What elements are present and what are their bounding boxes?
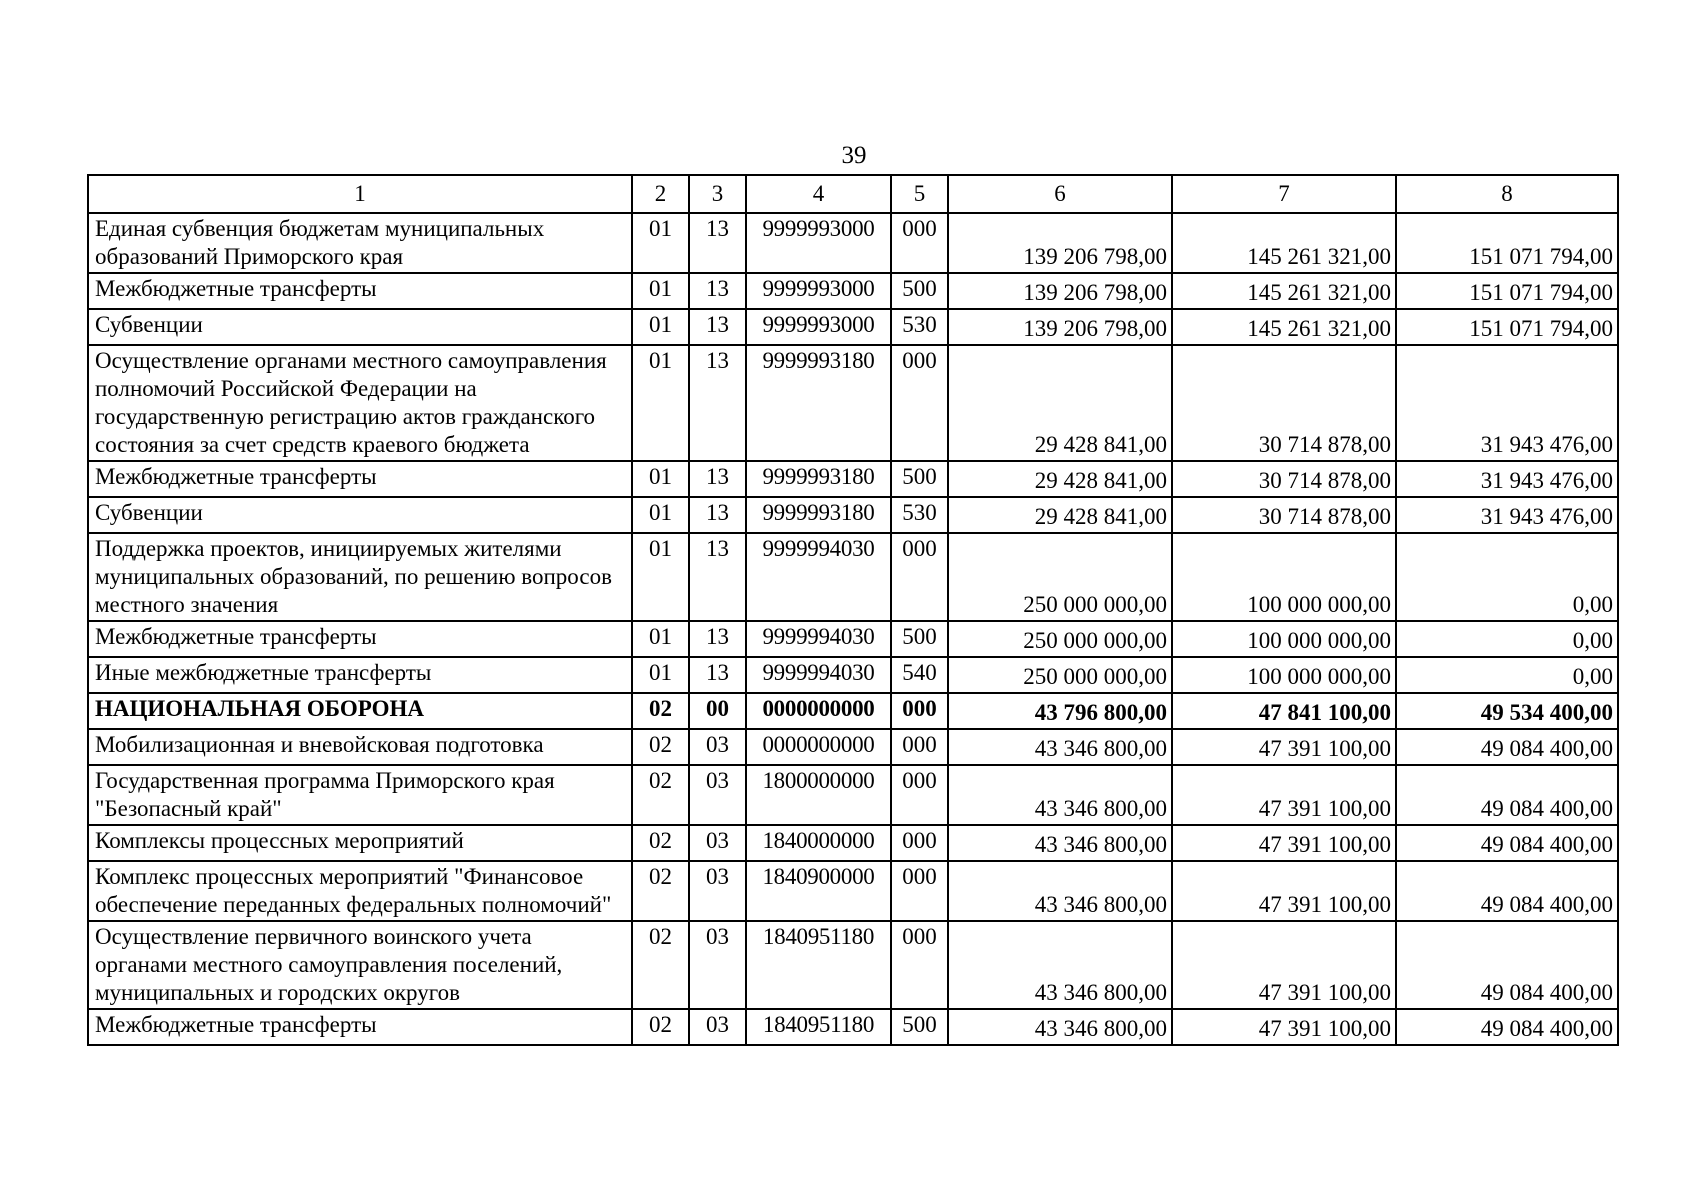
row-amount-col-7: 30 714 878,00: [1172, 461, 1396, 497]
row-amount-col-8: 49 084 400,00: [1396, 1009, 1618, 1045]
row-amount-col-6: 139 206 798,00: [948, 309, 1172, 345]
row-amount-col-7: 30 714 878,00: [1172, 497, 1396, 533]
row-target-article-code: 9999994030: [746, 621, 891, 657]
row-amount-col-8: 0,00: [1396, 533, 1618, 621]
row-target-article-code: 1840000000: [746, 825, 891, 861]
row-expense-type-code: 530: [891, 309, 948, 345]
row-amount-col-7: 47 391 100,00: [1172, 729, 1396, 765]
row-section-code: 01: [632, 497, 689, 533]
row-name-cell: Комплексы процессных мероприятий: [88, 825, 632, 861]
row-target-article-code: 9999993180: [746, 461, 891, 497]
table-body: [88, 213, 1618, 1045]
row-subsection-code: 03: [689, 1009, 746, 1045]
row-section-code: 01: [632, 213, 689, 273]
row-name-cell: Комплекс процессных мероприятий "Финансовое обеспечение переданных федеральных полномочий": [88, 861, 632, 921]
row-amount-col-8: 31 943 476,00: [1396, 345, 1618, 461]
row-amount-col-8: 49 084 400,00: [1396, 861, 1618, 921]
table-row: [88, 921, 1618, 1009]
row-section-code: 02: [632, 1009, 689, 1045]
row-section-code: 01: [632, 657, 689, 693]
row-name-cell: Осуществление органами местного самоуправления полномочий Российской Федерации на государственную регистрацию актов гражданского состояния за счет средств краевого бюджета: [88, 345, 632, 461]
row-amount-col-8: 31 943 476,00: [1396, 497, 1618, 533]
row-amount-col-8: 151 071 794,00: [1396, 309, 1618, 345]
row-expense-type-code: 500: [891, 461, 948, 497]
table-row: [88, 533, 1618, 621]
row-amount-col-8: 49 084 400,00: [1396, 729, 1618, 765]
row-amount-col-6: 43 346 800,00: [948, 861, 1172, 921]
row-expense-type-code: 000: [891, 861, 948, 921]
row-amount-col-7: 47 391 100,00: [1172, 825, 1396, 861]
row-amount-col-8: 0,00: [1396, 657, 1618, 693]
row-expense-type-code: 500: [891, 273, 948, 309]
row-subsection-code: 13: [689, 461, 746, 497]
row-expense-type-code: 000: [891, 765, 948, 825]
row-amount-col-6: 43 796 800,00: [948, 693, 1172, 729]
row-amount-col-6: 29 428 841,00: [948, 461, 1172, 497]
table-row: [88, 213, 1618, 273]
row-amount-col-6: 43 346 800,00: [948, 729, 1172, 765]
row-expense-type-code: 000: [891, 825, 948, 861]
row-expense-type-code: 000: [891, 693, 948, 729]
row-subsection-code: 13: [689, 657, 746, 693]
row-amount-col-6: 139 206 798,00: [948, 273, 1172, 309]
row-subsection-code: 13: [689, 621, 746, 657]
row-amount-col-6: 43 346 800,00: [948, 1009, 1172, 1045]
table-row: [88, 657, 1618, 693]
row-name-cell: НАЦИОНАЛЬНАЯ ОБОРОНА: [88, 693, 632, 729]
row-amount-col-7: 47 391 100,00: [1172, 861, 1396, 921]
row-amount-col-6: 29 428 841,00: [948, 497, 1172, 533]
row-expense-type-code: 000: [891, 921, 948, 1009]
row-target-article-code: 9999993000: [746, 213, 891, 273]
budget-table: [87, 174, 1619, 1046]
row-amount-col-8: 49 534 400,00: [1396, 693, 1618, 729]
row-amount-col-8: 49 084 400,00: [1396, 825, 1618, 861]
table-row: [88, 765, 1618, 825]
row-target-article-code: 9999994030: [746, 533, 891, 621]
table-row: [88, 825, 1618, 861]
row-target-article-code: 1840951180: [746, 1009, 891, 1045]
row-target-article-code: 1840951180: [746, 921, 891, 1009]
row-amount-col-7: 100 000 000,00: [1172, 533, 1396, 621]
row-amount-col-8: 31 943 476,00: [1396, 461, 1618, 497]
header-row: [88, 175, 1618, 213]
row-subsection-code: 00: [689, 693, 746, 729]
row-section-code: 01: [632, 345, 689, 461]
row-target-article-code: 0000000000: [746, 693, 891, 729]
row-amount-col-6: 139 206 798,00: [948, 213, 1172, 273]
row-amount-col-6: 43 346 800,00: [948, 921, 1172, 1009]
row-expense-type-code: 540: [891, 657, 948, 693]
row-subsection-code: 13: [689, 533, 746, 621]
row-section-code: 02: [632, 921, 689, 1009]
header-cell-5: 5: [891, 175, 948, 213]
row-name-cell: Межбюджетные трансферты: [88, 461, 632, 497]
row-section-code: 02: [632, 693, 689, 729]
row-amount-col-7: 47 391 100,00: [1172, 1009, 1396, 1045]
row-subsection-code: 13: [689, 273, 746, 309]
row-amount-col-7: 145 261 321,00: [1172, 213, 1396, 273]
table-row: [88, 1009, 1618, 1045]
row-section-code: 02: [632, 861, 689, 921]
row-amount-col-7: 30 714 878,00: [1172, 345, 1396, 461]
row-subsection-code: 03: [689, 765, 746, 825]
table-row: [88, 729, 1618, 765]
row-name-cell: Межбюджетные трансферты: [88, 273, 632, 309]
row-expense-type-code: 000: [891, 213, 948, 273]
row-section-code: 01: [632, 309, 689, 345]
row-subsection-code: 03: [689, 921, 746, 1009]
row-section-code: 01: [632, 461, 689, 497]
table-row: [88, 461, 1618, 497]
row-section-code: 02: [632, 729, 689, 765]
row-amount-col-8: 0,00: [1396, 621, 1618, 657]
row-target-article-code: 9999994030: [746, 657, 891, 693]
header-cell-4: 4: [746, 175, 891, 213]
row-name-cell: Поддержка проектов, инициируемых жителями муниципальных образований, по решению вопросов местного значения: [88, 533, 632, 621]
page-number: 39: [841, 142, 867, 169]
row-target-article-code: 1800000000: [746, 765, 891, 825]
row-amount-col-7: 145 261 321,00: [1172, 273, 1396, 309]
row-amount-col-8: 49 084 400,00: [1396, 765, 1618, 825]
row-name-cell: Субвенции: [88, 309, 632, 345]
row-name-cell: Межбюджетные трансферты: [88, 1009, 632, 1045]
row-target-article-code: 9999993000: [746, 273, 891, 309]
header-cell-6: 6: [948, 175, 1172, 213]
row-subsection-code: 13: [689, 213, 746, 273]
row-target-article-code: 0000000000: [746, 729, 891, 765]
row-amount-col-7: 145 261 321,00: [1172, 309, 1396, 345]
table-row: [88, 273, 1618, 309]
row-subsection-code: 13: [689, 309, 746, 345]
row-section-code: 01: [632, 273, 689, 309]
row-amount-col-8: 151 071 794,00: [1396, 213, 1618, 273]
row-expense-type-code: 000: [891, 533, 948, 621]
row-subsection-code: 03: [689, 729, 746, 765]
row-section-code: 01: [632, 621, 689, 657]
row-expense-type-code: 500: [891, 621, 948, 657]
header-cell-3: 3: [689, 175, 746, 213]
row-expense-type-code: 500: [891, 1009, 948, 1045]
row-expense-type-code: 000: [891, 729, 948, 765]
row-subsection-code: 13: [689, 345, 746, 461]
table-row: [88, 345, 1618, 461]
row-subsection-code: 03: [689, 825, 746, 861]
header-cell-2: 2: [632, 175, 689, 213]
row-section-code: 02: [632, 825, 689, 861]
table-row: [88, 497, 1618, 533]
row-amount-col-6: 250 000 000,00: [948, 621, 1172, 657]
row-expense-type-code: 530: [891, 497, 948, 533]
row-name-cell: Субвенции: [88, 497, 632, 533]
row-target-article-code: 9999993180: [746, 497, 891, 533]
row-name-cell: Иные межбюджетные трансферты: [88, 657, 632, 693]
row-amount-col-6: 250 000 000,00: [948, 533, 1172, 621]
row-name-cell: Межбюджетные трансферты: [88, 621, 632, 657]
row-name-cell: Мобилизационная и вневойсковая подготовка: [88, 729, 632, 765]
row-amount-col-6: 29 428 841,00: [948, 345, 1172, 461]
row-amount-col-8: 49 084 400,00: [1396, 921, 1618, 1009]
row-amount-col-7: 47 391 100,00: [1172, 921, 1396, 1009]
row-amount-col-6: 250 000 000,00: [948, 657, 1172, 693]
row-target-article-code: 1840900000: [746, 861, 891, 921]
row-amount-col-6: 43 346 800,00: [948, 765, 1172, 825]
row-section-code: 01: [632, 533, 689, 621]
table-row: [88, 621, 1618, 657]
row-target-article-code: 9999993180: [746, 345, 891, 461]
header-cell-7: 7: [1172, 175, 1396, 213]
row-amount-col-7: 100 000 000,00: [1172, 621, 1396, 657]
row-target-article-code: 9999993000: [746, 309, 891, 345]
header-cell-8: 8: [1396, 175, 1618, 213]
row-name-cell: Государственная программа Приморского края "Безопасный край": [88, 765, 632, 825]
table-row: [88, 861, 1618, 921]
row-amount-col-6: 43 346 800,00: [948, 825, 1172, 861]
table-row: [88, 693, 1618, 729]
row-amount-col-7: 100 000 000,00: [1172, 657, 1396, 693]
row-subsection-code: 03: [689, 861, 746, 921]
header-cell-1: 1: [88, 175, 632, 213]
row-amount-col-7: 47 841 100,00: [1172, 693, 1396, 729]
row-amount-col-7: 47 391 100,00: [1172, 765, 1396, 825]
row-amount-col-8: 151 071 794,00: [1396, 273, 1618, 309]
row-section-code: 02: [632, 765, 689, 825]
row-name-cell: Единая субвенция бюджетам муниципальных образований Приморского края: [88, 213, 632, 273]
row-expense-type-code: 000: [891, 345, 948, 461]
row-subsection-code: 13: [689, 497, 746, 533]
row-name-cell: Осуществление первичного воинского учета органами местного самоуправления поселений, муниципальных и городских округов: [88, 921, 632, 1009]
table-row: [88, 309, 1618, 345]
